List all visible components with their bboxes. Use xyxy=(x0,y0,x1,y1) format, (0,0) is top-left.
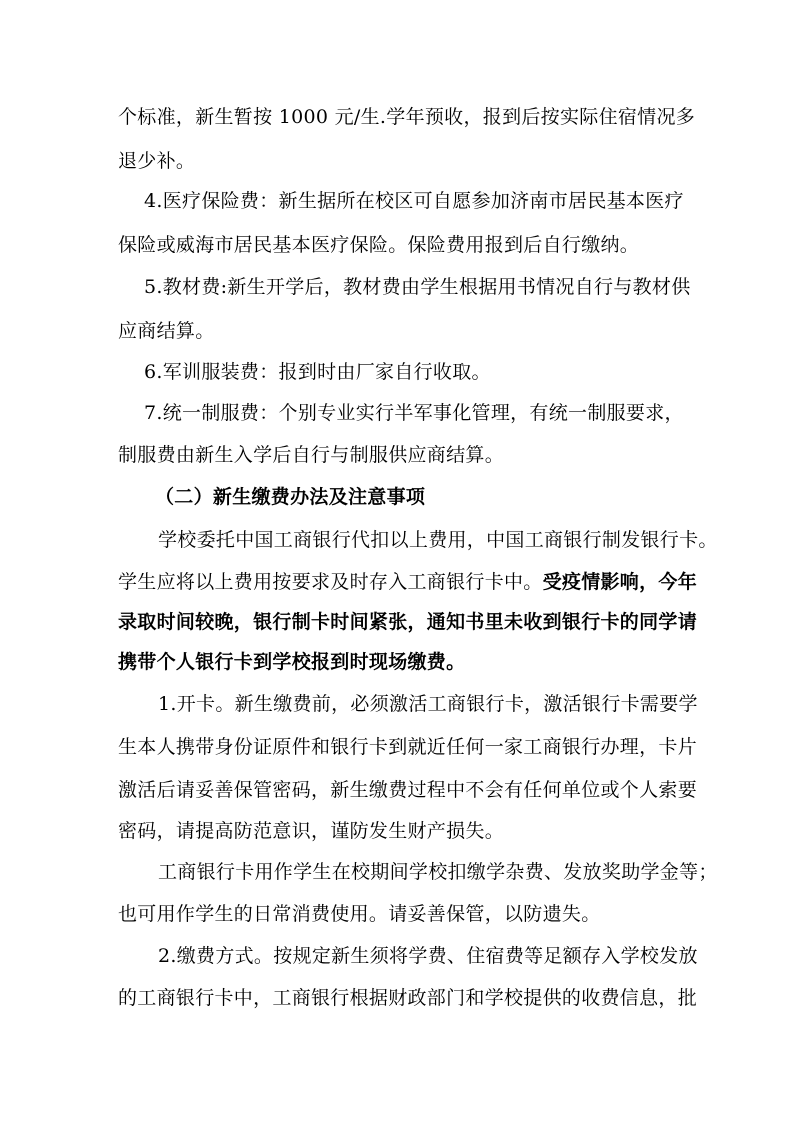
text-line: 7.统一制服费：个别专业实行半军事化管理，有统一制服要求， xyxy=(144,402,684,424)
text-line: 密码，请提高防范意识，谨防发生财产损失。 xyxy=(118,820,505,842)
text-line: 生本人携带身份证原件和银行卡到就近任何一家工商银行办理，卡片 xyxy=(118,736,698,758)
text-line: 2.缴费方式。按规定新生须将学费、住宿费等足额存入学校发放 xyxy=(158,945,698,967)
text-line: 工商银行卡用作学生在校期间学校扣缴学杂费、发放奖助学金等； xyxy=(158,861,718,883)
text-line: 也可用作学生的日常消费使用。请妥善保管，以防遗失。 xyxy=(118,903,601,925)
bold-notice-line: 携带个人银行卡到学校报到时现场缴费。 xyxy=(118,651,466,673)
bold-notice-span: 受疫情影响，今年 xyxy=(542,571,698,593)
section-heading: （二）新生缴费办法及注意事项 xyxy=(155,486,426,508)
text-line: 退少补。 xyxy=(118,150,196,172)
text-line: 激活后请妥善保管密码，新生缴费过程中不会有任何单位或个人索要 xyxy=(118,779,698,801)
text-line: 5.教材费:新生开学后，教材费由学生根据用书情况自行与教材供 xyxy=(144,276,691,298)
text-line: 个标准，新生暂按 1000 元/生.学年预收，报到后按实际住宿情况多 xyxy=(118,106,696,128)
text-line: 1.开卡。新生缴费前，必须激活工商银行卡，激活银行卡需要学 xyxy=(158,693,698,715)
text-span: 学生应将以上费用按要求及时存入工商银行卡中。 xyxy=(118,571,543,593)
text-line: 应商结算。 xyxy=(118,320,215,342)
text-line: 的工商银行卡中，工商银行根据财政部门和学校提供的收费信息，批 xyxy=(118,987,698,1009)
text-line-mixed xyxy=(118,569,697,595)
text-line: 保险或威海市居民基本医疗保险。保险费用报到后自行缴纳。 xyxy=(118,234,640,256)
text-line: 6.军训服装费：报到时由厂家自行收取。 xyxy=(144,361,491,383)
bold-notice-line: 录取时间较晚，银行制卡时间紧张，通知书里未收到银行卡的同学请 xyxy=(118,611,698,633)
text-line: 制服费由新生入学后自行与制服供应商结算。 xyxy=(118,444,505,466)
text-line: 4.医疗保险费：新生据所在校区可自愿参加济南市居民基本医疗 xyxy=(144,190,684,212)
text-line: 学校委托中国工商银行代扣以上费用，中国工商银行制发银行卡。 xyxy=(158,529,718,551)
